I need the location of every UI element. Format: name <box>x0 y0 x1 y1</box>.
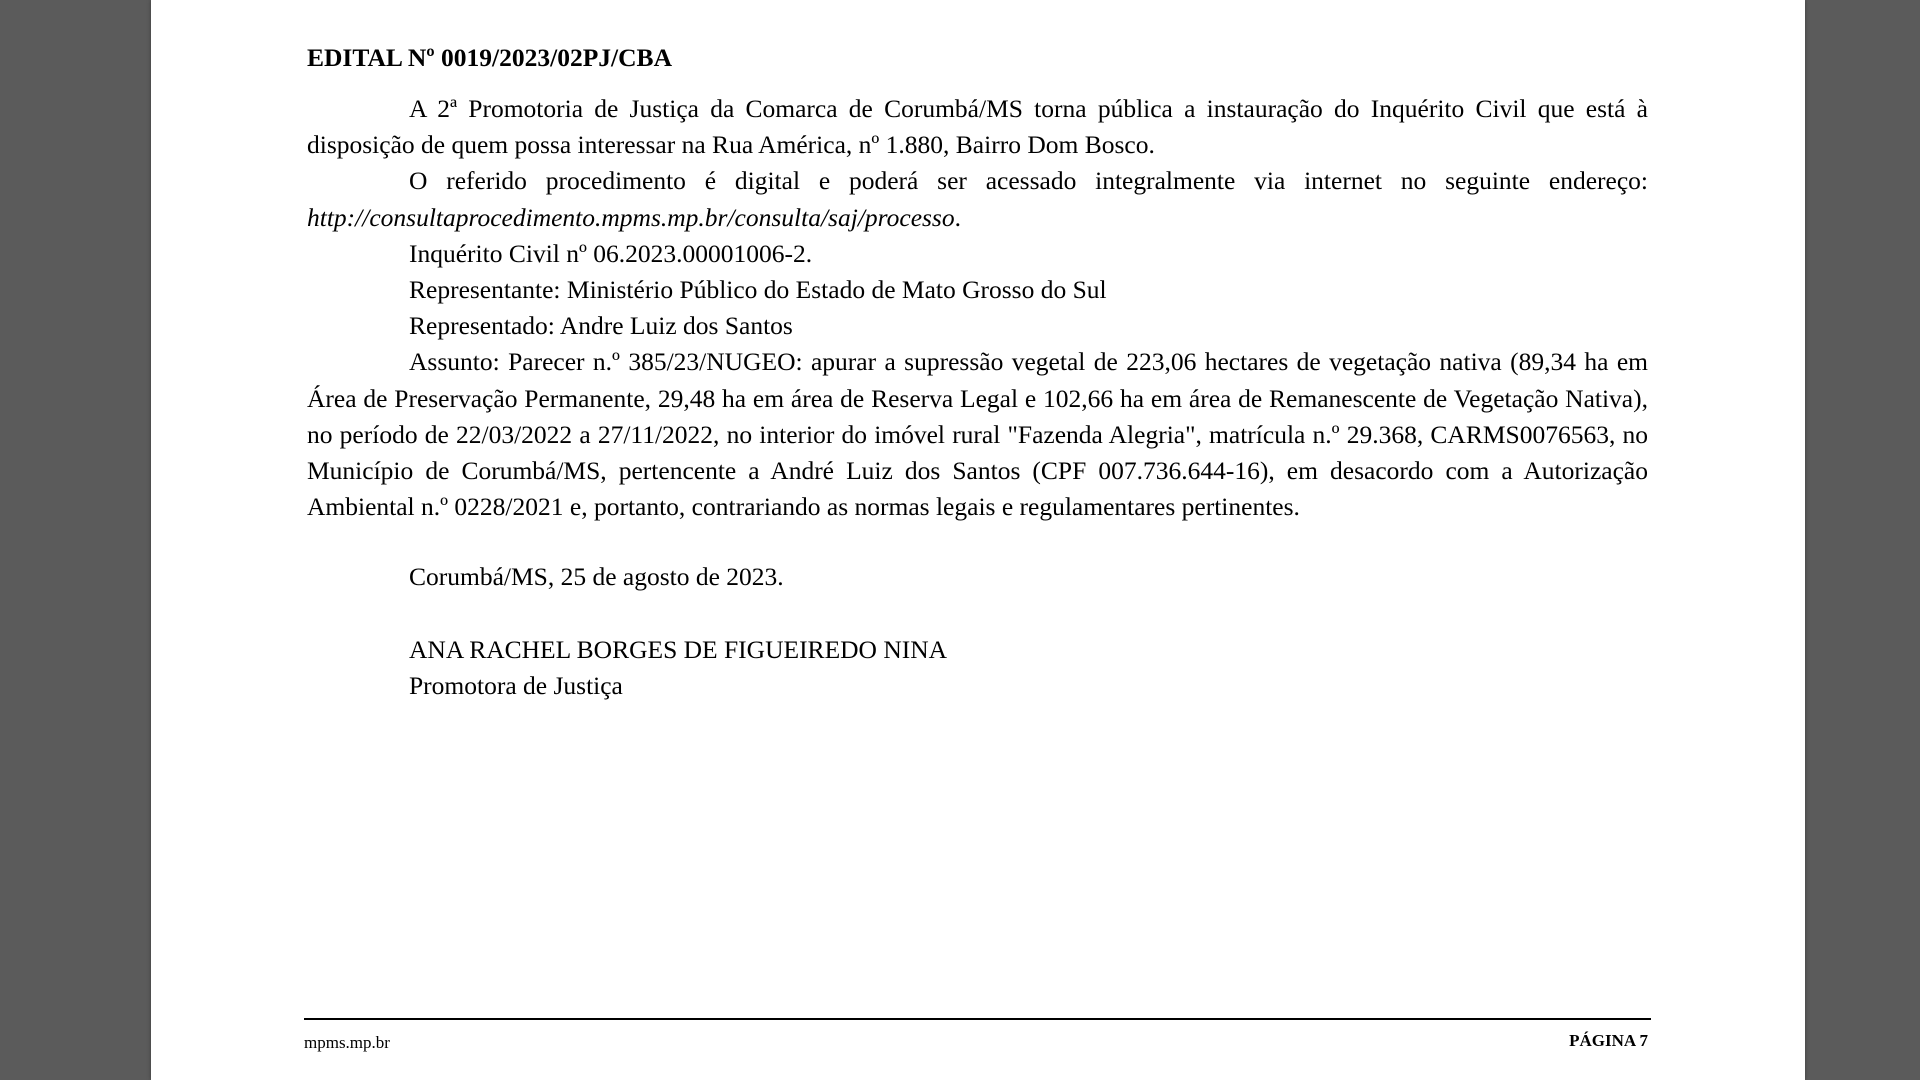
spacer <box>307 596 1648 632</box>
consulta-url: http://consultaprocedimento.mpms.mp.br/consulta/saj/processo <box>307 202 955 232</box>
representante-line: Representante: Ministério Público do Estado de Mato Grosso do Sul <box>409 275 1107 305</box>
footer-divider <box>304 1018 1651 1020</box>
paragraph-procedimento <box>307 163 1648 235</box>
document-page <box>151 0 1805 1080</box>
page-content <box>307 40 1648 704</box>
footer-page-number: PÁGINA 7 <box>1569 1031 1648 1050</box>
footer-site: mpms.mp.br <box>304 1033 390 1052</box>
representado-line: Representado: Andre Luiz dos Santos <box>409 311 793 341</box>
edital-title: EDITAL Nº 0019/2023/02PJ/CBA <box>307 43 672 72</box>
signer-name: ANA RACHEL BORGES DE FIGUEIREDO NINA <box>409 634 948 664</box>
assunto-paragraph: Assunto: Parecer n.º 385/23/NUGEO: apurar a supressão vegetal de 223,06 hectares de vegetação nativa (89,34 ha em Área de Preservação Permanente, 29,48 ha em área de Reserva Legal e 102,66 ha em área de Remanescente de Vegetação Nativa), no período de 22/03/2022 a 27/11/2022, no interior do imóvel rural "Fazenda Alegria", matrícula n.º 29.368, CARMS0076563, no Município de Corumbá/MS, pertencente a André Luiz dos Santos (CPF 007.736.644-16), em desacordo com a Autorização Ambiental n.º 0228/2021 e, portanto, contrariando as normas legais e regulamentares pertinentes. <box>307 347 1648 522</box>
paragraph-instauracao: A 2ª Promotoria de Justiça da Comarca de Corumbá/MS torna pública a instauração do Inquérito Civil que está à disposição de quem possa interessar na Rua América, nº 1.880, Bairro Dom Bosco. <box>307 94 1648 160</box>
procedimento-text: O referido procedimento é digital e poderá ser acessado integralmente via internet no seguinte endereço: <box>409 166 1648 196</box>
inquerito-number: Inquérito Civil nº 06.2023.00001006-2. <box>409 238 813 268</box>
date-line: Corumbá/MS, 25 de agosto de 2023. <box>409 562 784 592</box>
signer-role: Promotora de Justiça <box>409 670 623 700</box>
spacer <box>307 525 1648 559</box>
procedimento-end: . <box>954 202 961 232</box>
